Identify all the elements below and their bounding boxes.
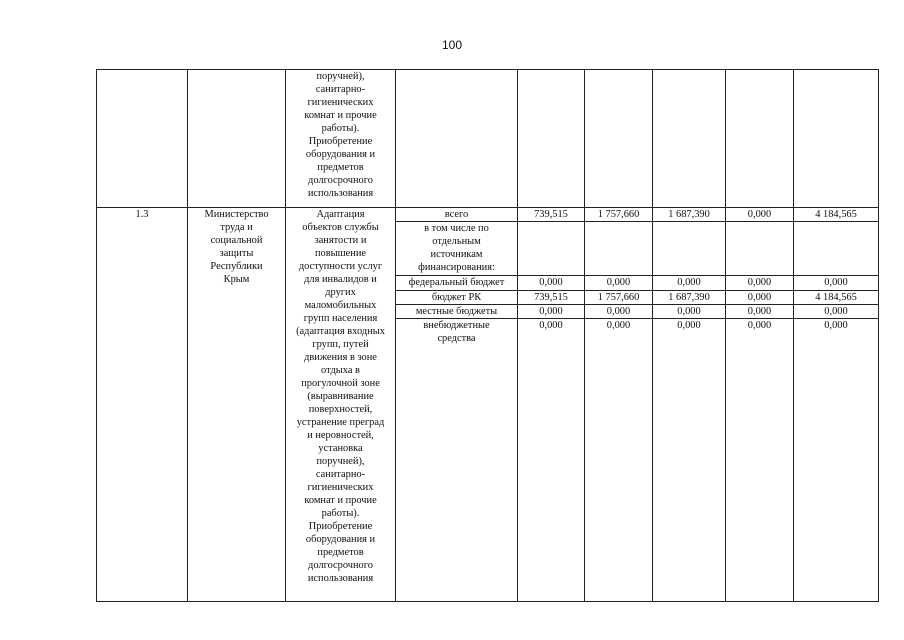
description-cell: Адаптация объектов службы занятости и повышение доступности услуг для инвалидов и других маломобильных групп населения (адаптация входных групп, путей движения в зоне отдыха в прогулочной зоне (выравнивание поверхностей, устранение преград и неровностей, установка поручней), санитарно- гигиенических комнат и прочие работы). Приобретение оборудования и предметов долгосрочного использования — [286, 208, 396, 602]
value-cell: 0,000 — [518, 319, 585, 602]
budget-table — [96, 69, 879, 602]
value-cell — [585, 222, 653, 276]
value-cell — [518, 222, 585, 276]
value-cell: 1 757,660 — [585, 291, 653, 305]
value-cell — [653, 222, 726, 276]
value-cell: 1 757,660 — [585, 208, 653, 222]
value-cell: 0,000 — [585, 276, 653, 291]
continuation-executor-cell — [188, 70, 286, 208]
value-cell: 0,000 — [794, 305, 879, 319]
value-cell: 0,000 — [726, 305, 794, 319]
continuation-value-cell — [653, 70, 726, 208]
source-name-cell: местные бюджеты — [396, 305, 518, 319]
value-cell — [794, 222, 879, 276]
value-cell: 1 687,390 — [653, 291, 726, 305]
value-cell: 0,000 — [653, 319, 726, 602]
continuation-value-cell — [518, 70, 585, 208]
value-cell: 0,000 — [518, 305, 585, 319]
source-name-cell: всего — [396, 208, 518, 222]
value-cell: 0,000 — [794, 276, 879, 291]
source-name-cell: федеральный бюджет — [396, 276, 518, 291]
source-row-total — [97, 208, 879, 222]
value-cell: 0,000 — [518, 276, 585, 291]
continuation-value-cell — [585, 70, 653, 208]
value-cell: 0,000 — [726, 276, 794, 291]
value-cell: 0,000 — [585, 319, 653, 602]
continuation-value-cell — [726, 70, 794, 208]
value-cell: 0,000 — [726, 319, 794, 602]
source-name-cell: бюджет РК — [396, 291, 518, 305]
source-name-cell: внебюджетные средства — [396, 319, 518, 602]
value-cell: 1 687,390 — [653, 208, 726, 222]
continuation-row — [97, 70, 879, 208]
value-cell: 0,000 — [794, 319, 879, 602]
value-cell: 739,515 — [518, 291, 585, 305]
continuation-source-cell — [396, 70, 518, 208]
value-cell: 0,000 — [726, 208, 794, 222]
continuation-number-cell — [97, 70, 188, 208]
page-number: 100 — [441, 38, 463, 52]
value-cell: 0,000 — [653, 276, 726, 291]
row-number-cell: 1.3 — [97, 208, 188, 602]
executor-cell: Министерство труда и социальной защиты Республики Крым — [188, 208, 286, 602]
value-cell: 4 184,565 — [794, 208, 879, 222]
value-cell: 0,000 — [585, 305, 653, 319]
continuation-description-cell: поручней), санитарно- гигиенических комнат и прочие работы). Приобретение оборудования и предметов долгосрочного использования — [286, 70, 396, 208]
value-cell: 0,000 — [726, 291, 794, 305]
value-cell: 739,515 — [518, 208, 585, 222]
value-cell: 0,000 — [653, 305, 726, 319]
source-name-cell: в том числе по отдельным источникам финансирования: — [396, 222, 518, 276]
value-cell: 4 184,565 — [794, 291, 879, 305]
continuation-value-cell — [794, 70, 879, 208]
value-cell — [726, 222, 794, 276]
